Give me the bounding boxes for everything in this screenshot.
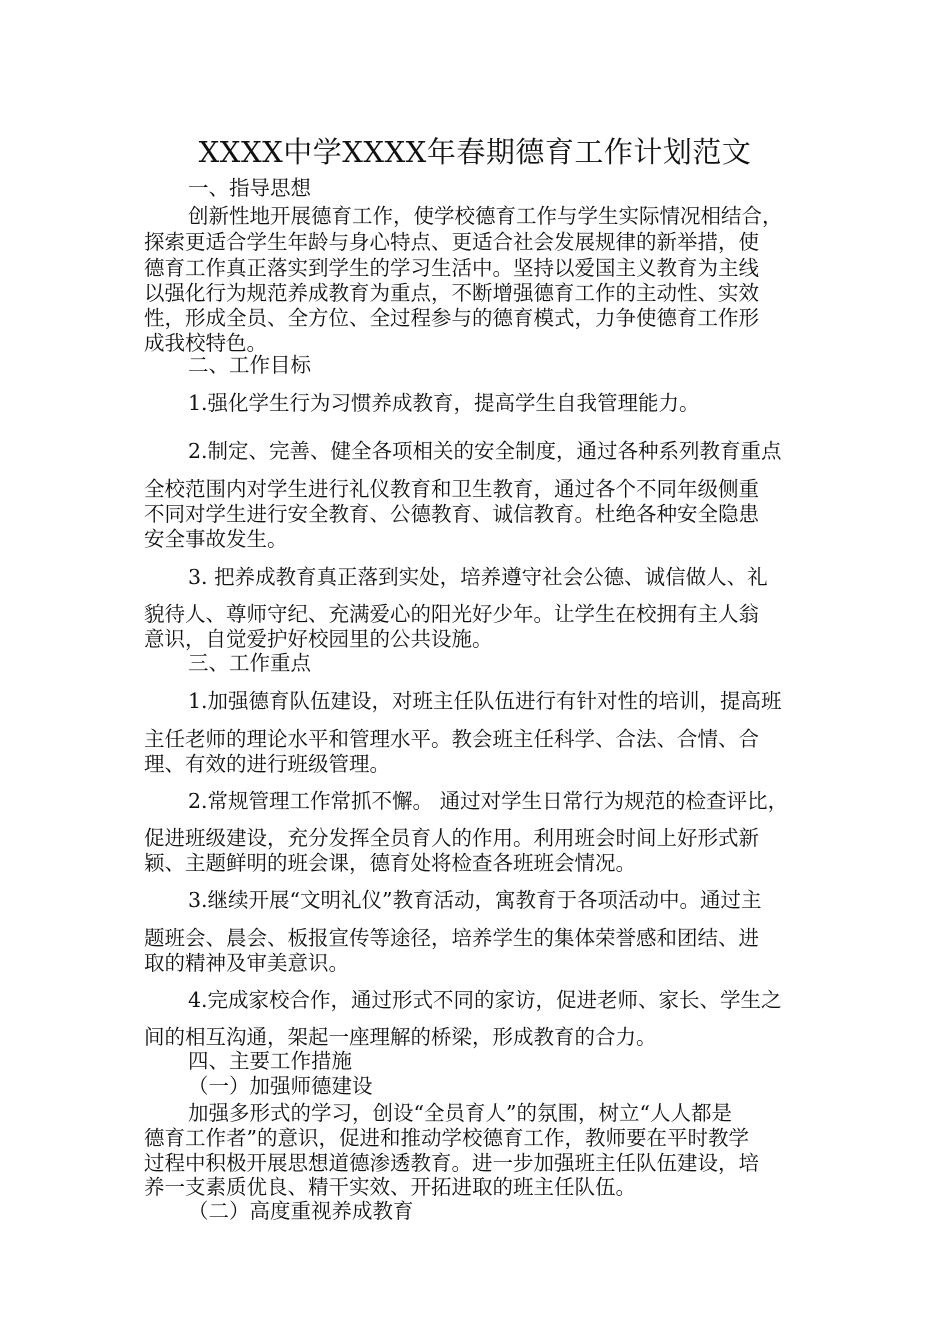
paragraph-line: 性，形成全员、全方位、全过程参与的德育模式，力争使德育工作形 [144,306,759,330]
paragraph-line: 貌待人、尊师守纪、充满爱心的阳光好少年。让学生在校拥有主人翁 [144,602,759,626]
paragraph-line: 促进班级建设，充分发挥全员育人的作用。利用班会时间上好形式新 [144,826,759,850]
list-item-line: 1.强化学生行为习惯养成教育，提高学生自我管理能力。 [188,391,700,415]
paragraph-line: 意识，自觉爱护好校园里的公共设施。 [144,627,493,651]
list-item-line: 1.加强德育队伍建设，对班主任队伍进行有针对性的培训，提高班 [188,689,782,713]
paragraph-line: 不同对学生进行安全教育、公德教育、诚信教育。杜绝各种安全隐患 [144,502,759,526]
list-item-line: 2.常规管理工作常抓不懈。 通过对学生日常行为规范的检查评比， [188,789,789,813]
paragraph-line: 德育工作真正落实到学生的学习生活中。坚持以爱国主义教育为主线 [144,256,759,280]
list-item-line: 4.完成家校合作，通过形式不同的家访，促进老师、家长、学生之 [188,988,782,1012]
paragraph-line: 颖、主题鲜明的班会课，德育处将检查各班班会情况。 [144,851,636,875]
paragraph-line: 理、有效的进行班级管理。 [144,752,390,776]
paragraph-line: 主任老师的理论水平和管理水平。教会班主任科学、合法、合情、合 [144,727,759,751]
paragraph-line: 题班会、晨会、板报宣传等途径，培养学生的集体荣誉感和团结、进 [144,926,759,950]
paragraph-line: 加强多形式的学习，创设“全员育人”的氛围，树立“人人都是 [188,1101,732,1125]
paragraph-line: 以强化行为规范养成教育为重点，不断增强德育工作的主动性、实效 [144,281,759,305]
paragraph-line: 创新性地开展德育工作，使学校德育工作与学生实际情况相结合， [188,204,783,228]
section-heading: 二、工作目标 [188,353,311,377]
list-item-line: 2.制定、完善、健全各项相关的安全制度，通过各种系列教育重点 [188,439,782,463]
paragraph-line: 养一支素质优良、精干实效、开拓进取的班主任队伍。 [144,1175,636,1199]
paragraph-line: 过程中积极开展思想道德渗透教育。进一步加强班主任队伍建设，培 [144,1151,759,1175]
section-heading: 四、主要工作措施 [188,1049,352,1073]
paragraph-line: 安全事故发生。 [144,527,288,551]
section-heading: 一、指导思想 [188,176,311,200]
document-title: XXXX中学XXXX年春期德育工作计划范文 [198,135,752,169]
paragraph-line: 德育工作者”的意识，促进和推动学校德育工作，教师要在平时教学 [144,1126,749,1150]
paragraph-line: 取的精神及审美意识。 [144,951,349,975]
list-item-line: 3. 把养成教育真正落到实处，培养遵守社会公德、诚信做人、礼 [188,565,768,589]
paragraph-line: 全校范围内对学生进行礼仪教育和卫生教育，通过各个不同年级侧重 [144,477,759,501]
paragraph-line: 成我校特色。 [144,331,267,355]
paragraph-line: 探索更适合学生年龄与身心特点、更适合社会发展规律的新举措，使 [144,230,759,254]
subsection-heading: （二）高度重视养成教育 [188,1199,414,1223]
subsection-heading: （一）加强师德建设 [188,1074,373,1098]
list-item-line: 3.继续开展“文明礼仪”教育活动，寓教育于各项活动中。通过主 [188,888,762,912]
section-heading: 三、工作重点 [188,651,311,675]
paragraph-line: 间的相互沟通，架起一座理解的桥梁，形成教育的合力。 [144,1025,657,1049]
